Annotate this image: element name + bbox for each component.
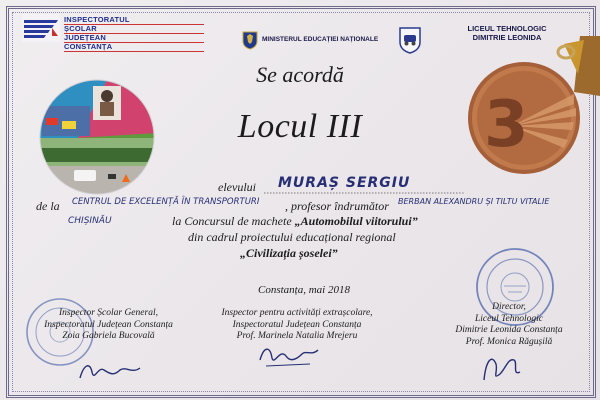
right-signature-icon [474, 350, 524, 386]
center-signer-name: Prof. Marinela Natalia Mrejeru [236, 331, 358, 341]
place-date: Constanța, mai 2018 [258, 284, 350, 296]
teachers-names: BERBAN ALEXANDRU ȘI TILTU VITALIE [398, 197, 550, 206]
ministry-name: MINISTERUL EDUCAȚIEI NAȚIONALE [262, 36, 379, 43]
signature-block-right [434, 302, 584, 348]
center-signer-role: Inspector pentru activități extrașcolare, [221, 308, 373, 318]
recipient-underline [264, 192, 464, 194]
right-signer-org: Liceul Tehnologic [475, 313, 543, 324]
right-signer-name: Prof. Monica Răgușilă [465, 336, 553, 347]
left-signer-name: Zoia Gabriela Bucovală [62, 331, 155, 341]
left-signer-role: Inspector Școlar General, [59, 308, 158, 318]
ministry-crest-icon [242, 30, 258, 50]
signature-block-left [26, 308, 191, 343]
bronze-medal-icon [462, 34, 600, 184]
inspectorat-name [64, 16, 204, 52]
award-intro: Se acordă [256, 62, 344, 87]
inspectorat-line-3: JUDEȚEAN [64, 34, 204, 43]
left-signature-icon [74, 356, 144, 386]
contest-name: „Automobilul viitorului” [294, 214, 418, 228]
award-place: Locul III [237, 108, 363, 145]
project-name: „Civilizația șoselei” [240, 246, 338, 260]
right-signer-school: Dimitrie Leonida Constanța [455, 325, 563, 335]
school-line-2: DIMITRIE LEONIDA [472, 33, 542, 42]
center-signature-icon [252, 340, 322, 370]
signature-block-center [202, 308, 392, 343]
inspectorat-line-2: ȘCOLAR [64, 25, 204, 34]
right-signer-role: Director, [492, 302, 526, 312]
city-name: CHIȘINĂU [68, 216, 112, 226]
inspectorat-line-1: INSPECTORATUL [64, 16, 204, 25]
teacher-label: , profesor îndrumător [285, 199, 389, 213]
contest-prefix: la Concursul de machete [172, 214, 295, 228]
center-signer-org: Inspectoratul Județean Constanța [232, 319, 362, 330]
project-line: din cadrul proiectului educațional regional [188, 230, 396, 244]
from-label: de la [36, 199, 60, 213]
inspectorat-line-4: CONSTANȚA [64, 43, 204, 52]
recipient-name: MURAȘ SERGIU [278, 175, 411, 191]
school-line-1: LICEUL TEHNOLOGIC [467, 24, 547, 33]
contest-line [172, 214, 418, 229]
medal-number: 3 [484, 88, 529, 162]
school-emblem-icon [398, 26, 422, 54]
recipient-label: elevului [218, 180, 256, 194]
left-signer-org: Inspectoratul Județean Constanța [44, 319, 173, 330]
institution-name: CENTRUL DE EXCELENȚĂ ÎN TRANSPORTURI [72, 197, 260, 207]
inspectorat-logo-icon [22, 14, 60, 42]
